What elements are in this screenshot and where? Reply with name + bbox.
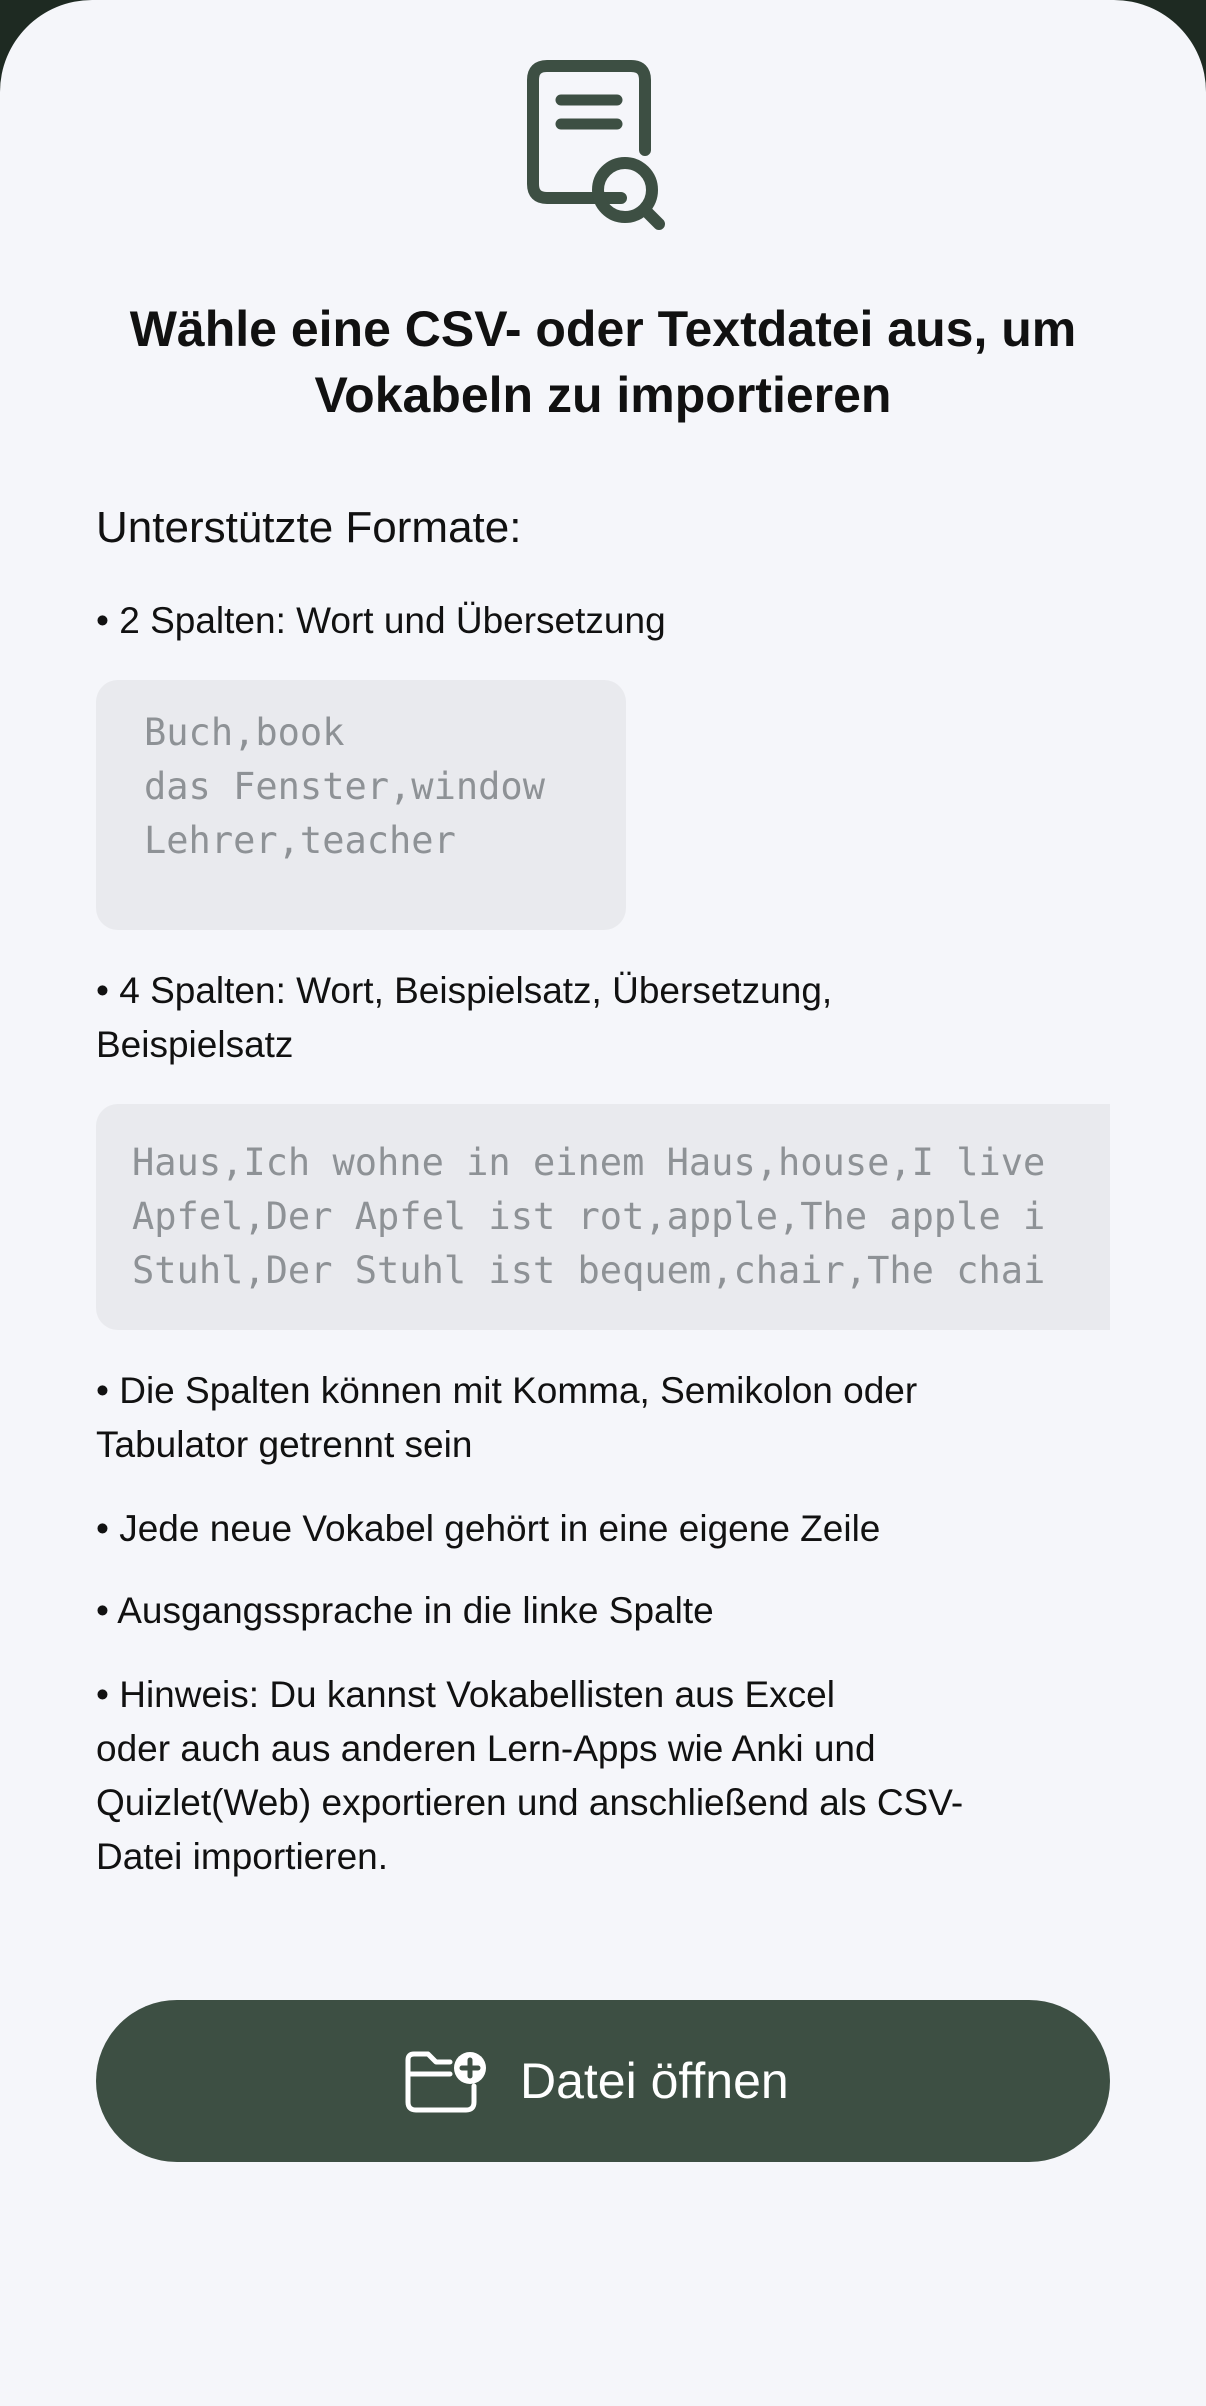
hint-note-line2: oder auch aus anderen Lern-Apps wie Anki und bbox=[96, 1728, 876, 1769]
separators-note-line1: • Die Spalten können mit Komma, Semikolon oder bbox=[96, 1370, 918, 1411]
page-title: Wähle eine CSV- oder Textdatei aus, um Vokabeln zu importieren bbox=[129, 301, 1077, 423]
folder-add-icon bbox=[404, 2050, 486, 2114]
open-file-label: Datei öffnen bbox=[520, 2053, 789, 2109]
four-columns-text-line1: • 4 Spalten: Wort, Beispielsatz, Übersetzung, bbox=[96, 970, 833, 1011]
open-file-button[interactable] bbox=[96, 2000, 1110, 2162]
supported-formats-label: Unterstützte Formate: bbox=[96, 503, 522, 552]
example-line: Lehrer,teacher bbox=[144, 819, 456, 862]
document-search-icon bbox=[525, 58, 669, 232]
hint-note-line4: Datei importieren. bbox=[96, 1836, 389, 1877]
four-columns-example[interactable] bbox=[96, 1104, 1110, 1330]
example-line: Apfel,Der Apfel ist rot,apple,The apple i bbox=[132, 1195, 1046, 1238]
example-line: Stuhl,Der Stuhl ist bequem,chair,The chai bbox=[132, 1249, 1046, 1292]
four-columns-text-line2: Beispielsatz bbox=[96, 1024, 294, 1065]
example-line: Haus,Ich wohne in einem Haus,house,I live bbox=[132, 1141, 1046, 1184]
two-columns-example bbox=[96, 680, 626, 930]
example-line: das Fenster,window bbox=[144, 765, 545, 808]
source-left-note: • Ausgangssprache in die linke Spalte bbox=[96, 1590, 714, 1631]
example-line: Buch,book bbox=[144, 711, 345, 754]
two-columns-text: • 2 Spalten: Wort und Übersetzung bbox=[96, 600, 666, 641]
one-per-line-note: • Jede neue Vokabel gehört in eine eigene Zeile bbox=[96, 1508, 881, 1549]
hint-note-line1: • Hinweis: Du kannst Vokabellisten aus Excel bbox=[96, 1674, 835, 1715]
hint-note-line3: Quizlet(Web) exportieren und anschließend als CSV- bbox=[96, 1782, 964, 1823]
separators-note-line2: Tabulator getrennt sein bbox=[96, 1424, 473, 1465]
